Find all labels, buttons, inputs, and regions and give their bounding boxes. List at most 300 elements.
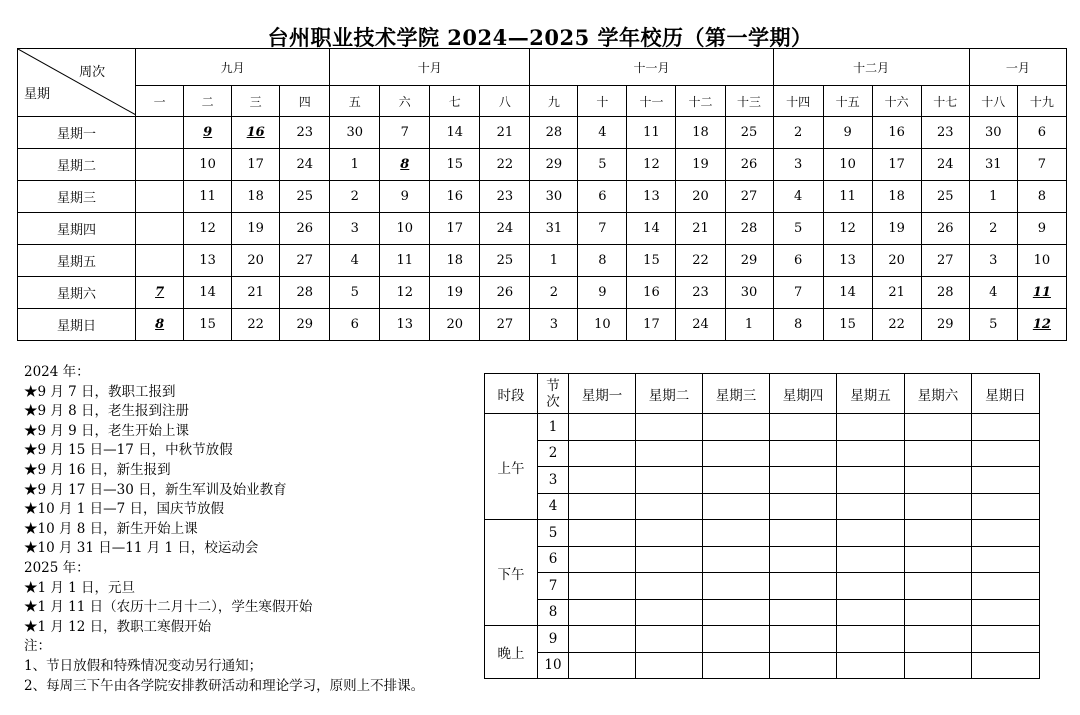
date-cell: 26 bbox=[725, 149, 773, 181]
schedule-cell[interactable] bbox=[569, 467, 636, 494]
schedule-cell[interactable] bbox=[636, 493, 703, 520]
schedule-cell[interactable] bbox=[905, 520, 972, 547]
date-cell: 5 bbox=[330, 277, 380, 309]
week-header: 七 bbox=[430, 86, 480, 117]
note-line: 2025 年： bbox=[24, 559, 90, 576]
note-line: 注： bbox=[24, 638, 51, 655]
lesson-number: 6 bbox=[538, 546, 569, 573]
schedule-cell[interactable] bbox=[905, 573, 972, 600]
date-cell: 12 bbox=[823, 213, 872, 245]
schedule-cell[interactable] bbox=[569, 652, 636, 679]
day-header: 星期四 bbox=[770, 374, 837, 414]
date-cell: 7 bbox=[1017, 149, 1066, 181]
period-label: 下午 bbox=[485, 520, 538, 626]
note-line: ★9 月 7 日，教职工报到 bbox=[24, 383, 176, 400]
schedule-row bbox=[485, 599, 1040, 626]
schedule-cell[interactable] bbox=[770, 626, 837, 653]
schedule-cell[interactable] bbox=[972, 440, 1040, 467]
schedule-cell[interactable] bbox=[905, 652, 972, 679]
lesson-number: 5 bbox=[538, 520, 569, 547]
schedule-cell[interactable] bbox=[636, 414, 703, 441]
lesson-header-bottom: 次 bbox=[546, 393, 560, 410]
date-cell: 19 bbox=[232, 213, 280, 245]
calendar-row bbox=[18, 117, 1067, 149]
date-cell: 23 bbox=[676, 277, 725, 309]
note-line: ★9 月 16 日，新生报到 bbox=[24, 461, 171, 478]
schedule-cell[interactable] bbox=[569, 599, 636, 626]
date-cell: 6 bbox=[330, 309, 380, 341]
date-cell: 20 bbox=[676, 181, 725, 213]
schedule-cell[interactable] bbox=[703, 573, 770, 600]
schedule-cell[interactable] bbox=[703, 599, 770, 626]
date-cell: 29 bbox=[725, 245, 773, 277]
date-cell: 21 bbox=[676, 213, 725, 245]
date-cell: 20 bbox=[232, 245, 280, 277]
date-cell: 1 bbox=[969, 181, 1017, 213]
week-header: 五 bbox=[330, 86, 380, 117]
date-cell: 10 bbox=[184, 149, 232, 181]
schedule-cell[interactable] bbox=[837, 467, 905, 494]
schedule-cell[interactable] bbox=[905, 599, 972, 626]
date-cell-highlighted: 8 bbox=[136, 309, 184, 341]
schedule-cell[interactable] bbox=[770, 520, 837, 547]
lesson-header bbox=[538, 374, 569, 414]
schedule-cell[interactable] bbox=[905, 493, 972, 520]
note-line: 2024 年： bbox=[24, 364, 90, 380]
date-cell: 16 bbox=[627, 277, 676, 309]
date-cell bbox=[136, 117, 184, 149]
week-header: 十九 bbox=[1017, 86, 1066, 117]
date-cell: 19 bbox=[676, 149, 725, 181]
schedule-cell[interactable] bbox=[569, 493, 636, 520]
schedule-cell[interactable] bbox=[636, 467, 703, 494]
note-line: ★10 月 1 日—7 日，国庆节放假 bbox=[24, 501, 225, 518]
schedule-cell[interactable] bbox=[569, 626, 636, 653]
lesson-number: 3 bbox=[538, 467, 569, 494]
schedule-cell[interactable] bbox=[703, 546, 770, 573]
day-label: 星期三 bbox=[18, 181, 136, 213]
date-cell: 23 bbox=[280, 117, 330, 149]
calendar-row bbox=[18, 245, 1067, 277]
date-cell: 31 bbox=[530, 213, 578, 245]
date-cell: 9 bbox=[578, 277, 627, 309]
week-header: 十八 bbox=[969, 86, 1017, 117]
note-line: ★9 月 8 日，老生报到注册 bbox=[24, 403, 190, 420]
schedule-cell[interactable] bbox=[972, 546, 1040, 573]
schedule-cell[interactable] bbox=[837, 626, 905, 653]
month-header: 九月 bbox=[136, 49, 330, 86]
schedule-cell[interactable] bbox=[636, 546, 703, 573]
schedule-row bbox=[485, 626, 1040, 653]
schedule-cell[interactable] bbox=[770, 573, 837, 600]
date-cell: 24 bbox=[676, 309, 725, 341]
schedule-cell[interactable] bbox=[905, 546, 972, 573]
lesson-header-top: 节 bbox=[546, 377, 560, 394]
date-cell: 22 bbox=[676, 245, 725, 277]
date-cell: 14 bbox=[823, 277, 872, 309]
corner-diagonal bbox=[18, 49, 136, 115]
date-cell: 4 bbox=[969, 277, 1017, 309]
day-label: 星期二 bbox=[18, 149, 136, 181]
date-cell: 6 bbox=[578, 181, 627, 213]
day-header: 星期一 bbox=[569, 374, 636, 414]
calendar-row bbox=[18, 277, 1067, 309]
period-header: 时段 bbox=[485, 374, 538, 414]
date-cell: 12 bbox=[627, 149, 676, 181]
schedule-cell[interactable] bbox=[703, 520, 770, 547]
week-header: 二 bbox=[184, 86, 232, 117]
schedule-row bbox=[485, 493, 1040, 520]
date-cell: 28 bbox=[725, 213, 773, 245]
date-cell: 21 bbox=[872, 277, 921, 309]
date-cell: 18 bbox=[872, 181, 921, 213]
date-cell: 17 bbox=[627, 309, 676, 341]
date-cell: 4 bbox=[578, 117, 627, 149]
date-cell: 15 bbox=[823, 309, 872, 341]
date-cell: 19 bbox=[872, 213, 921, 245]
schedule-cell[interactable] bbox=[703, 440, 770, 467]
schedule-cell[interactable] bbox=[636, 440, 703, 467]
date-cell: 7 bbox=[380, 117, 430, 149]
date-cell-highlighted: 9 bbox=[184, 117, 232, 149]
lesson-number: 4 bbox=[538, 493, 569, 520]
date-cell: 15 bbox=[430, 149, 480, 181]
week-header: 十四 bbox=[773, 86, 823, 117]
class-schedule-table bbox=[484, 373, 1040, 679]
date-cell: 2 bbox=[330, 181, 380, 213]
date-cell: 7 bbox=[773, 277, 823, 309]
schedule-cell[interactable] bbox=[770, 493, 837, 520]
calendar-row bbox=[18, 309, 1067, 341]
lesson-number: 2 bbox=[538, 440, 569, 467]
date-cell: 20 bbox=[872, 245, 921, 277]
day-header: 星期六 bbox=[905, 374, 972, 414]
calendar-row bbox=[18, 149, 1067, 181]
day-header: 星期日 bbox=[972, 374, 1040, 414]
period-label: 上午 bbox=[485, 414, 538, 520]
date-cell: 4 bbox=[773, 181, 823, 213]
date-cell: 9 bbox=[823, 117, 872, 149]
schedule-cell[interactable] bbox=[837, 652, 905, 679]
date-cell: 29 bbox=[280, 309, 330, 341]
date-cell: 17 bbox=[430, 213, 480, 245]
schedule-cell[interactable] bbox=[636, 652, 703, 679]
note-line: ★1 月 11 日（农历十二月十二），学生寒假开始 bbox=[24, 599, 313, 616]
date-cell bbox=[136, 245, 184, 277]
date-cell: 18 bbox=[430, 245, 480, 277]
date-cell: 15 bbox=[627, 245, 676, 277]
week-header: 十三 bbox=[725, 86, 773, 117]
schedule-header-row bbox=[485, 374, 1040, 414]
day-label: 星期日 bbox=[18, 309, 136, 341]
note-line: ★10 月 31 日—11 月 1 日，校运动会 bbox=[24, 540, 259, 557]
date-cell: 14 bbox=[184, 277, 232, 309]
date-cell: 25 bbox=[725, 117, 773, 149]
date-cell: 17 bbox=[232, 149, 280, 181]
date-cell bbox=[136, 181, 184, 213]
date-cell: 8 bbox=[578, 245, 627, 277]
schedule-cell[interactable] bbox=[770, 652, 837, 679]
date-cell: 24 bbox=[921, 149, 969, 181]
schedule-row bbox=[485, 546, 1040, 573]
date-cell: 1 bbox=[530, 245, 578, 277]
schedule-cell[interactable] bbox=[703, 652, 770, 679]
week-header: 三 bbox=[232, 86, 280, 117]
lesson-number: 10 bbox=[538, 652, 569, 679]
date-cell-highlighted: 8 bbox=[380, 149, 430, 181]
day-header: 星期三 bbox=[703, 374, 770, 414]
date-cell: 5 bbox=[773, 213, 823, 245]
notes-list bbox=[24, 363, 424, 696]
schedule-cell[interactable] bbox=[837, 546, 905, 573]
date-cell: 25 bbox=[280, 181, 330, 213]
week-header: 九 bbox=[530, 86, 578, 117]
month-header: 十二月 bbox=[773, 49, 969, 86]
date-cell: 1 bbox=[330, 149, 380, 181]
date-cell: 17 bbox=[872, 149, 921, 181]
schedule-cell[interactable] bbox=[972, 493, 1040, 520]
month-header: 十一月 bbox=[530, 49, 773, 86]
schedule-cell[interactable] bbox=[636, 626, 703, 653]
schedule-cell[interactable] bbox=[837, 599, 905, 626]
date-cell: 7 bbox=[578, 213, 627, 245]
date-cell: 9 bbox=[1017, 213, 1066, 245]
note-line: 2、每周三下午由各学院安排教研活动和理论学习，原则上不排课。 bbox=[24, 677, 425, 694]
week-header: 四 bbox=[280, 86, 330, 117]
schedule-cell[interactable] bbox=[569, 573, 636, 600]
date-cell: 6 bbox=[773, 245, 823, 277]
date-cell: 10 bbox=[1017, 245, 1066, 277]
week-header: 八 bbox=[480, 86, 530, 117]
day-label: 星期五 bbox=[18, 245, 136, 277]
schedule-cell[interactable] bbox=[972, 626, 1040, 653]
schedule-cell[interactable] bbox=[972, 414, 1040, 441]
date-cell: 2 bbox=[969, 213, 1017, 245]
calendar-row bbox=[18, 213, 1067, 245]
date-cell: 30 bbox=[969, 117, 1017, 149]
date-cell bbox=[136, 149, 184, 181]
date-cell: 11 bbox=[184, 181, 232, 213]
date-cell: 2 bbox=[530, 277, 578, 309]
schedule-cell[interactable] bbox=[905, 414, 972, 441]
lesson-number: 8 bbox=[538, 599, 569, 626]
date-cell: 3 bbox=[773, 149, 823, 181]
date-cell: 30 bbox=[530, 181, 578, 213]
date-cell: 18 bbox=[232, 181, 280, 213]
schedule-cell[interactable] bbox=[837, 520, 905, 547]
date-cell-highlighted: 11 bbox=[1017, 277, 1066, 309]
date-cell: 3 bbox=[530, 309, 578, 341]
date-cell: 26 bbox=[280, 213, 330, 245]
date-cell: 10 bbox=[823, 149, 872, 181]
schedule-cell[interactable] bbox=[569, 520, 636, 547]
date-cell: 8 bbox=[1017, 181, 1066, 213]
period-label: 晚上 bbox=[485, 626, 538, 679]
schedule-row bbox=[485, 520, 1040, 547]
schedule-cell[interactable] bbox=[770, 599, 837, 626]
calendar-row bbox=[18, 181, 1067, 213]
date-cell: 29 bbox=[921, 309, 969, 341]
day-header: 星期二 bbox=[636, 374, 703, 414]
date-cell: 16 bbox=[872, 117, 921, 149]
date-cell: 24 bbox=[280, 149, 330, 181]
month-header: 十月 bbox=[330, 49, 530, 86]
date-cell: 22 bbox=[872, 309, 921, 341]
week-header: 十一 bbox=[627, 86, 676, 117]
schedule-cell[interactable] bbox=[770, 467, 837, 494]
date-cell-highlighted: 16 bbox=[232, 117, 280, 149]
date-cell: 31 bbox=[969, 149, 1017, 181]
schedule-row bbox=[485, 467, 1040, 494]
date-cell: 21 bbox=[480, 117, 530, 149]
week-header: 十七 bbox=[921, 86, 969, 117]
date-cell: 26 bbox=[921, 213, 969, 245]
date-cell: 19 bbox=[430, 277, 480, 309]
week-header: 十 bbox=[578, 86, 627, 117]
schedule-cell[interactable] bbox=[636, 599, 703, 626]
date-cell: 30 bbox=[330, 117, 380, 149]
note-line: 1、节日放假和特殊情况变动另行通知； bbox=[24, 657, 263, 674]
day-label: 星期六 bbox=[18, 277, 136, 309]
date-cell: 11 bbox=[380, 245, 430, 277]
schedule-row bbox=[485, 440, 1040, 467]
date-cell: 3 bbox=[969, 245, 1017, 277]
schedule-cell[interactable] bbox=[972, 652, 1040, 679]
schedule-row bbox=[485, 573, 1040, 600]
date-cell-highlighted: 12 bbox=[1017, 309, 1066, 341]
schedule-cell[interactable] bbox=[837, 440, 905, 467]
week-header: 十五 bbox=[823, 86, 872, 117]
date-cell: 3 bbox=[330, 213, 380, 245]
week-header: 十六 bbox=[872, 86, 921, 117]
academic-calendar-table bbox=[17, 48, 1067, 341]
lesson-number: 9 bbox=[538, 626, 569, 653]
week-header: 一 bbox=[136, 86, 184, 117]
week-header: 六 bbox=[380, 86, 430, 117]
date-cell: 27 bbox=[921, 245, 969, 277]
date-cell: 23 bbox=[480, 181, 530, 213]
date-cell: 8 bbox=[773, 309, 823, 341]
schedule-row bbox=[485, 652, 1040, 679]
schedule-cell[interactable] bbox=[905, 440, 972, 467]
date-cell: 24 bbox=[480, 213, 530, 245]
schedule-cell[interactable] bbox=[972, 520, 1040, 547]
date-cell: 9 bbox=[380, 181, 430, 213]
date-cell: 10 bbox=[380, 213, 430, 245]
date-cell: 25 bbox=[480, 245, 530, 277]
schedule-cell[interactable] bbox=[837, 493, 905, 520]
date-cell: 22 bbox=[232, 309, 280, 341]
date-cell: 15 bbox=[184, 309, 232, 341]
schedule-cell[interactable] bbox=[703, 626, 770, 653]
schedule-row bbox=[485, 414, 1040, 441]
schedule-cell[interactable] bbox=[569, 440, 636, 467]
date-cell: 27 bbox=[725, 181, 773, 213]
day-header: 星期五 bbox=[837, 374, 905, 414]
date-cell: 28 bbox=[921, 277, 969, 309]
date-cell: 22 bbox=[480, 149, 530, 181]
date-cell: 13 bbox=[627, 181, 676, 213]
date-cell bbox=[136, 213, 184, 245]
date-cell: 29 bbox=[530, 149, 578, 181]
schedule-cell[interactable] bbox=[905, 467, 972, 494]
date-cell-highlighted: 7 bbox=[136, 277, 184, 309]
note-line: ★9 月 17 日—30 日，新生军训及始业教育 bbox=[24, 481, 287, 498]
lesson-number: 1 bbox=[538, 414, 569, 441]
schedule-cell[interactable] bbox=[972, 467, 1040, 494]
date-cell: 18 bbox=[676, 117, 725, 149]
month-header-row bbox=[18, 49, 1067, 86]
date-cell: 13 bbox=[823, 245, 872, 277]
day-label: 星期四 bbox=[18, 213, 136, 245]
schedule-cell[interactable] bbox=[703, 467, 770, 494]
schedule-cell[interactable] bbox=[703, 414, 770, 441]
note-line: ★9 月 15 日—17 日，中秋节放假 bbox=[24, 442, 233, 459]
schedule-cell[interactable] bbox=[770, 546, 837, 573]
schedule-cell[interactable] bbox=[905, 626, 972, 653]
date-cell: 1 bbox=[725, 309, 773, 341]
date-cell: 23 bbox=[921, 117, 969, 149]
date-cell: 27 bbox=[480, 309, 530, 341]
schedule-cell[interactable] bbox=[703, 493, 770, 520]
date-cell: 4 bbox=[330, 245, 380, 277]
page-title: 台州职业技术学院 2024—2025 学年校历（第一学期） bbox=[267, 25, 813, 50]
note-line: ★9 月 9 日，老生开始上课 bbox=[24, 422, 190, 439]
schedule-cell[interactable] bbox=[636, 573, 703, 600]
date-cell: 5 bbox=[969, 309, 1017, 341]
date-cell: 11 bbox=[823, 181, 872, 213]
schedule-cell[interactable] bbox=[569, 546, 636, 573]
lesson-number: 7 bbox=[538, 573, 569, 600]
day-label: 星期一 bbox=[18, 117, 136, 149]
note-line: ★1 月 1 日，元旦 bbox=[24, 579, 136, 596]
date-cell: 21 bbox=[232, 277, 280, 309]
date-cell: 5 bbox=[578, 149, 627, 181]
date-cell: 10 bbox=[578, 309, 627, 341]
date-cell: 13 bbox=[184, 245, 232, 277]
schedule-cell[interactable] bbox=[770, 414, 837, 441]
date-cell: 26 bbox=[480, 277, 530, 309]
date-cell: 13 bbox=[380, 309, 430, 341]
date-cell: 28 bbox=[280, 277, 330, 309]
date-cell: 12 bbox=[380, 277, 430, 309]
date-cell: 28 bbox=[530, 117, 578, 149]
note-line: ★1 月 12 日，教职工寒假开始 bbox=[24, 618, 212, 635]
schedule-cell[interactable] bbox=[972, 599, 1040, 626]
note-line: ★10 月 8 日，新生开始上课 bbox=[24, 520, 198, 537]
schedule-cell[interactable] bbox=[636, 520, 703, 547]
week-header-row bbox=[18, 86, 1067, 117]
schedule-cell[interactable] bbox=[770, 440, 837, 467]
schedule-cell[interactable] bbox=[569, 414, 636, 441]
date-cell: 27 bbox=[280, 245, 330, 277]
schedule-cell[interactable] bbox=[837, 414, 905, 441]
date-cell: 30 bbox=[725, 277, 773, 309]
date-cell: 16 bbox=[430, 181, 480, 213]
corner-week-label: 周次 bbox=[79, 65, 106, 80]
schedule-cell[interactable] bbox=[972, 573, 1040, 600]
week-header: 十二 bbox=[676, 86, 725, 117]
date-cell: 20 bbox=[430, 309, 480, 341]
date-cell: 14 bbox=[430, 117, 480, 149]
corner-day-label: 星期 bbox=[24, 87, 51, 102]
date-cell: 12 bbox=[184, 213, 232, 245]
schedule-cell[interactable] bbox=[837, 573, 905, 600]
date-cell: 2 bbox=[773, 117, 823, 149]
month-header: 一月 bbox=[969, 49, 1066, 86]
date-cell: 11 bbox=[627, 117, 676, 149]
date-cell: 14 bbox=[627, 213, 676, 245]
